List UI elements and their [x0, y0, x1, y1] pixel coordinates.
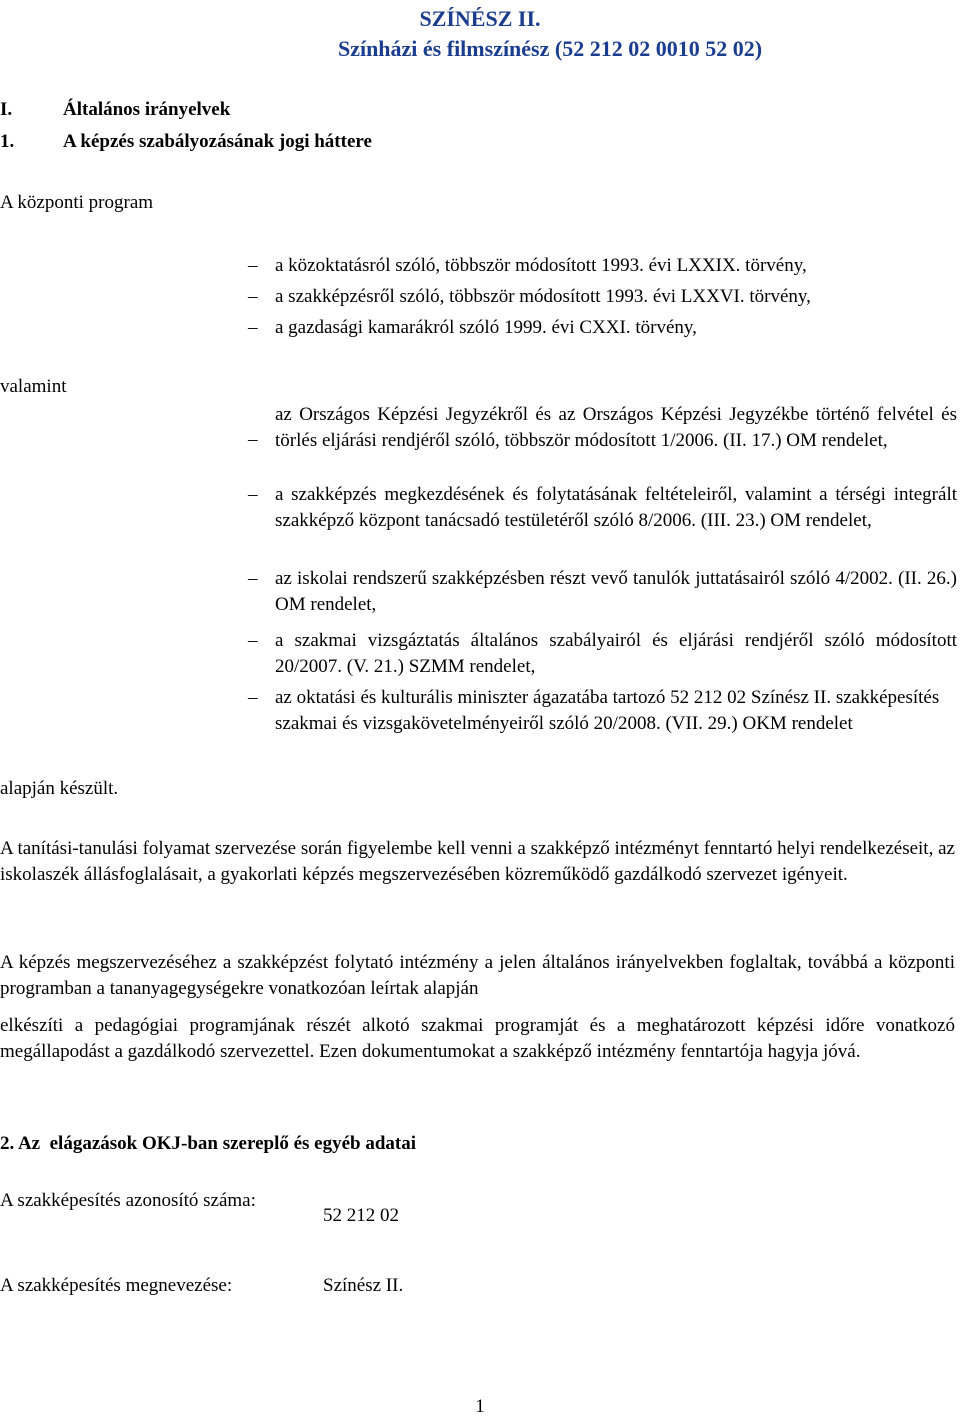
regulation-item: az iskolai rendszerű szakképzésben részt vevő tanulók juttatásairól szóló 4/2002. (II. 26.) OM rendelet,	[275, 568, 957, 615]
list-dash-icon: –	[248, 568, 258, 589]
regulation-item: az oktatási és kulturális miniszter ágazatába tartozó 52 212 02 Színész II. szakképesítés szakmai és vizsgakövetelményeiről szóló 20/2008. (VII. 29.) OKM rendelet	[275, 687, 940, 734]
list-dash-icon: –	[248, 484, 258, 505]
field-value-azonosito: 52 212 02	[323, 1205, 399, 1226]
list-dash-icon: –	[248, 317, 258, 338]
section-heading: Általános irányelvek	[63, 99, 231, 120]
law-item: a szakképzésről szóló, többször módosított 1993. évi LXXVI. törvény,	[275, 286, 811, 307]
field-value-megnevezes: Színész II.	[323, 1275, 404, 1296]
document-subtitle: Színházi és filmszínész (52 212 02 0010 52 02)	[337, 36, 763, 61]
list-dash-icon: –	[248, 286, 258, 307]
section-number: I.	[0, 99, 13, 120]
section-2-heading: 2. Az elágazások OKJ-ban szereplő és egyéb adatai	[0, 1133, 417, 1154]
body-paragraph: A képzés megszervezéséhez a szakképzést folytató intézmény a jelen általános irányelvekben foglaltak, továbbá a központi programban a tananyagegységekre vonatkozóan leírtak alapján	[0, 952, 955, 999]
list-dash-icon: –	[248, 687, 258, 708]
law-item: a közoktatásról szóló, többször módosított 1993. évi LXXIX. törvény,	[275, 255, 807, 276]
list-dash-icon: –	[248, 630, 258, 651]
subsection-number: 1.	[0, 131, 15, 152]
body-paragraph: A tanítási-tanulási folyamat szervezése során figyelembe kell venni a szakképző intézményt fenntartó helyi rendelkezéseit, az iskolaszék állásfoglalásait, a gyakorlati képzés megszervezésében közreműködő gazdálkodó szervezet igényeit.	[0, 838, 955, 885]
list-dash-icon: –	[248, 429, 258, 450]
page-number: 1	[475, 1396, 485, 1417]
intro-text: A központi program	[0, 192, 154, 213]
document-title: SZÍNÉSZ II.	[419, 6, 541, 31]
regulation-item: a szakképzés megkezdésének és folytatásának feltételeiről, valamint a térségi integrált szakképző központ tanácsadó testületéről szóló 8/2006. (III. 23.) OM rendelet,	[275, 484, 957, 531]
alapjan-label: alapján készült.	[0, 778, 119, 799]
regulation-item: a szakmai vizsgáztatás általános szabályairól és eljárási rendjéről szóló módosított 20/2007. (V. 21.) SZMM rendelet,	[275, 630, 957, 677]
regulation-item: az Országos Képzési Jegyzékről és az Országos Képzési Jegyzékbe történő felvétel és törlés eljárási rendjéről szóló, többször módosított 1/2006. (II. 17.) OM rendelet,	[275, 404, 957, 451]
field-label-megnevezes: A szakképesítés megnevezése:	[0, 1275, 233, 1296]
law-item: a gazdasági kamarákról szóló 1999. évi CXXI. törvény,	[275, 317, 697, 338]
field-label-azonosito: A szakképesítés azonosító száma:	[0, 1190, 256, 1211]
list-dash-icon: –	[248, 255, 258, 276]
subsection-heading: A képzés szabályozásának jogi háttere	[63, 131, 372, 152]
body-paragraph: elkészíti a pedagógiai programjának részét alkotó szakmai programját és a meghatározott képzési időre vonatkozó megállapodást a gazdálkodó szervezettel. Ezen dokumentumokat a szakképző intézmény fenntartója hagyja jóvá.	[0, 1015, 955, 1062]
valamint-label: valamint	[0, 376, 67, 397]
